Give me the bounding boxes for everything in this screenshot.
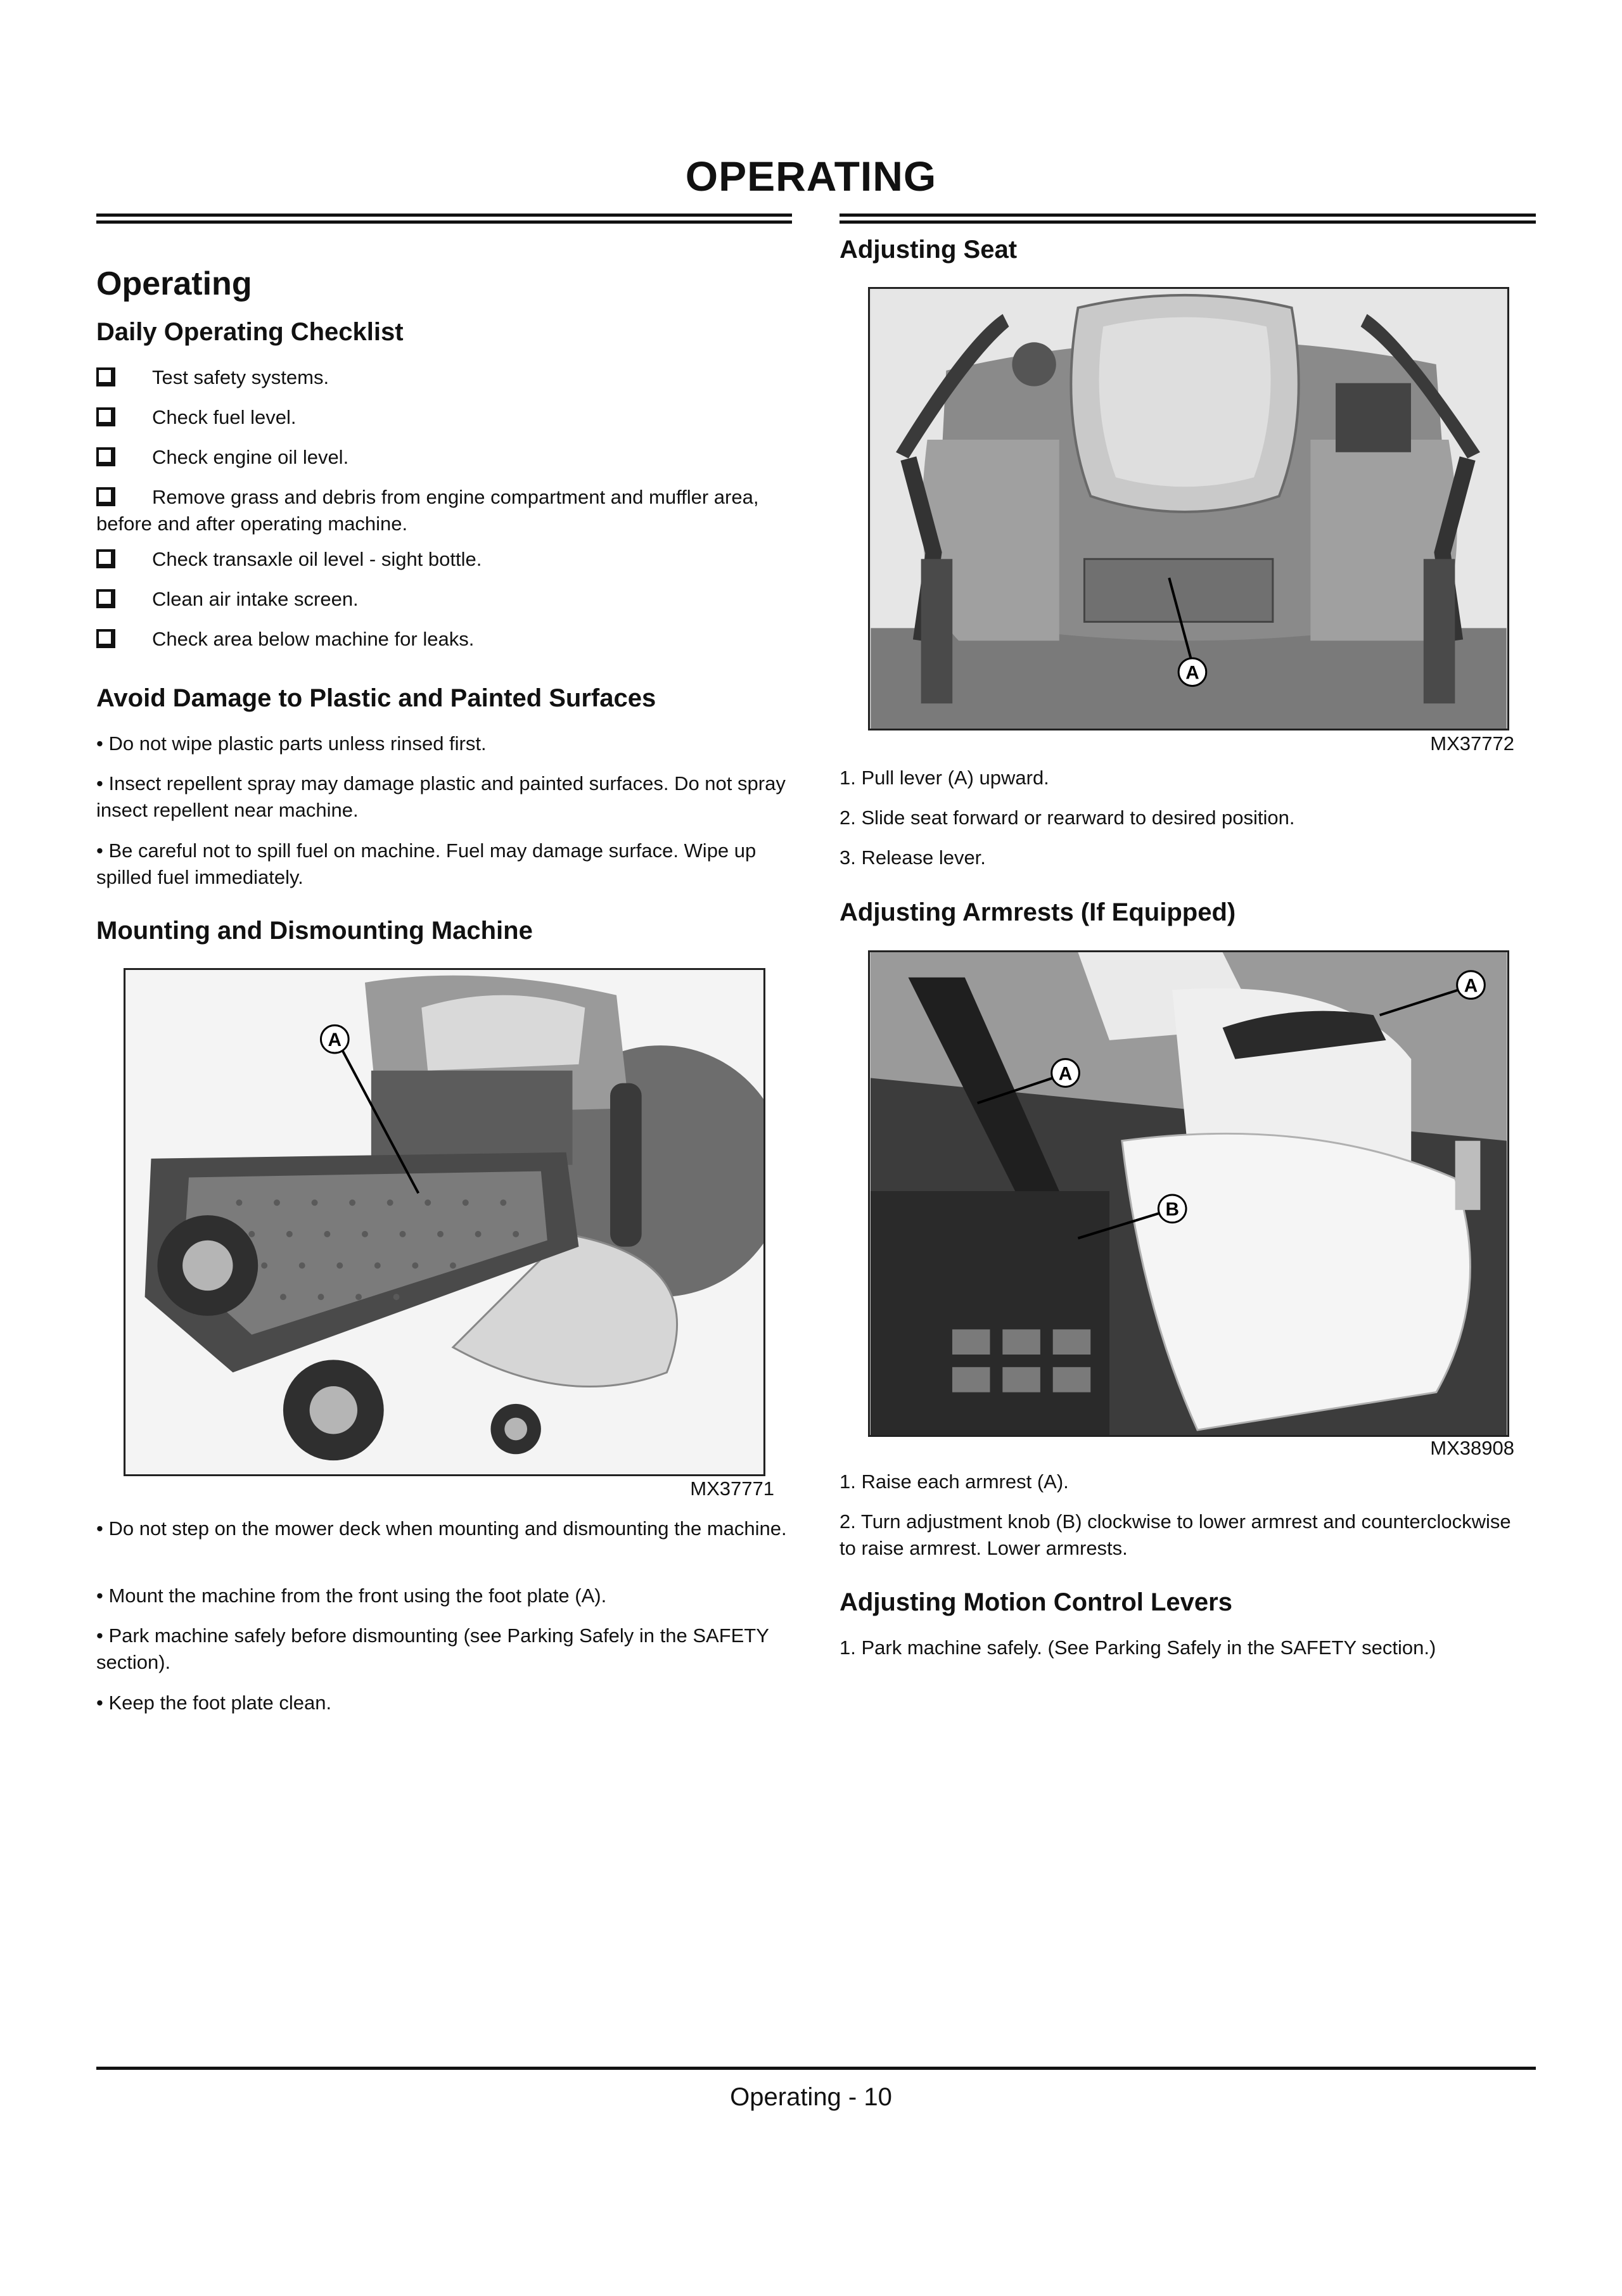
checkbox-icon (96, 367, 115, 386)
step-item: 3. Release lever. (840, 846, 986, 869)
armrest-illustration (870, 952, 1507, 1435)
bullet-item: • Do not step on the mower deck when mounting and dismounting the machine. (96, 1517, 787, 1540)
bullet-item: • Insect repellent spray may damage plastic and painted surfaces. Do not spray insect repellent near machine. (96, 772, 786, 821)
header-rule-right (840, 214, 1536, 224)
checklist-title: Daily Operating Checklist (96, 318, 404, 346)
checkbox-icon (96, 549, 115, 568)
figure-code: MX37771 (690, 1477, 774, 1500)
callout-b: B (1165, 1199, 1179, 1220)
callout-a-right: A (1464, 975, 1478, 997)
step-item: 1. Park machine safely. (See Parking Safely in the SAFETY section.) (840, 1636, 1436, 1659)
bullet-item: • Park machine safely before dismounting (see Parking Safely in the SAFETY section). (96, 1624, 769, 1673)
checkbox-icon (96, 407, 115, 426)
seat-title: Adjusting Seat (840, 236, 1018, 264)
checkbox-icon (96, 629, 115, 648)
step-item: 1. Raise each armrest (A). (840, 1470, 1069, 1493)
foot-plate-figure (124, 968, 765, 1476)
mounting-title: Mounting and Dismounting Machine (96, 917, 533, 945)
checkbox-icon (96, 487, 115, 506)
callout-a: A (1185, 662, 1199, 684)
checklist-item: Check engine oil level. (96, 444, 792, 471)
checklist-item: Check transaxle oil level - sight bottle. (96, 546, 792, 573)
bullet-item: • Be careful not to spill fuel on machine. Fuel may damage surface. Wipe up spilled fuel immediately. (96, 839, 757, 888)
figure-code: MX38908 (1430, 1437, 1514, 1459)
header-rule-left (96, 214, 792, 224)
step-item: 1. Pull lever (A) upward. (840, 767, 1049, 789)
motion-levers-title: Adjusting Motion Control Levers (840, 1588, 1232, 1616)
callout-a-left: A (1058, 1063, 1073, 1085)
checkbox-icon (96, 447, 115, 466)
checklist-item: Remove grass and debris from engine compartment and muffler area, before and after operating machine. (96, 486, 759, 535)
step-item: 2. Slide seat forward or rearward to desired position. (840, 807, 1295, 829)
footer-rule (96, 2067, 1536, 2070)
seat-illustration (870, 289, 1507, 729)
armrests-title: Adjusting Armrests (If Equipped) (840, 898, 1236, 926)
step-item: 2. Turn adjustment knob (B) clockwise to lower armrest and counterclockwise to raise armrest. Lower armrests. (840, 1510, 1511, 1559)
section-title: Operating (96, 265, 252, 302)
armrest-figure (868, 950, 1509, 1437)
seat-figure (868, 287, 1509, 730)
bullet-item: • Do not wipe plastic parts unless rinsed first. (96, 732, 487, 755)
callout-a: A (328, 1030, 342, 1051)
bullet-item: • Mount the machine from the front using the foot plate (A). (96, 1585, 607, 1607)
bullet-item: • Keep the foot plate clean. (96, 1692, 332, 1714)
mower-illustration (125, 970, 763, 1474)
avoid-damage-title: Avoid Damage to Plastic and Painted Surfaces (96, 684, 656, 712)
checklist-item: Test safety systems. (96, 364, 792, 391)
checklist-item: Check fuel level. (96, 404, 792, 431)
checklist-item: Check area below machine for leaks. (96, 626, 792, 653)
page-footer: Operating - 10 (730, 2083, 892, 2111)
figure-code: MX37772 (1430, 732, 1514, 755)
checklist-item: Clean air intake screen. (96, 586, 792, 613)
checkbox-icon (96, 589, 115, 608)
page-header: OPERATING (685, 153, 937, 200)
